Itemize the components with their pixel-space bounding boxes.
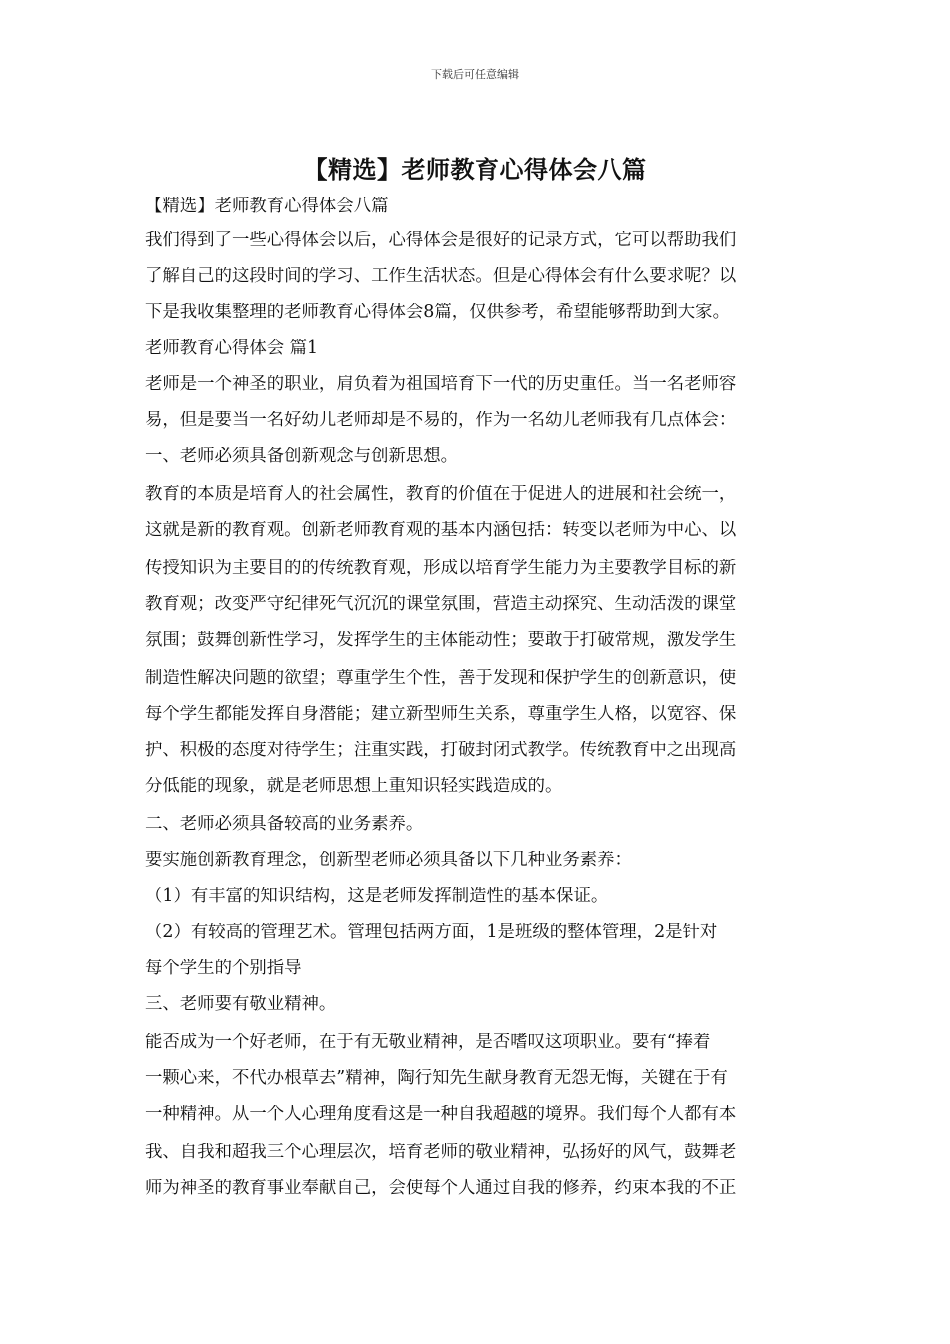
body-line: 易，但是要当一名好幼儿老师却是不易的，作为一名幼儿老师我有几点体会： xyxy=(145,411,737,429)
body-line: 分低能的现象，就是老师思想上重知识轻实践造成的。 xyxy=(145,777,563,795)
body-line: 每个学生的个别指导 xyxy=(145,959,302,977)
body-line: 要实施创新教育理念，创新型老师必须具备以下几种业务素养： xyxy=(145,851,632,869)
header-note: 下载后可任意编辑 xyxy=(431,68,519,81)
body-line: 老师是一个神圣的职业，肩负着为祖国培育下一代的历史重任。当一名老师容 xyxy=(145,375,737,393)
body-line: 师为神圣的教育事业奉献自己，会使每个人通过自我的修养，约束本我的不正 xyxy=(145,1179,737,1197)
body-line: 制造性解决问题的欲望；尊重学生个性，善于发现和保护学生的创新意识，使 xyxy=(145,669,737,687)
body-line: 我们得到了一些心得体会以后，心得体会是很好的记录方式，它可以帮助我们 xyxy=(145,231,737,249)
section-heading: 老师教育心得体会 篇1 xyxy=(145,339,319,357)
body-line: 我、自我和超我三个心理层次，培育老师的敬业精神，弘扬好的风气，鼓舞老 xyxy=(145,1143,737,1161)
document-body xyxy=(145,197,810,1197)
list-item: （1）有丰富的知识结构，这是老师发挥制造性的基本保证。 xyxy=(145,887,609,905)
body-line: 了解自己的这段时间的学习、工作生活状态。但是心得体会有什么要求呢？以 xyxy=(145,267,737,285)
body-line: 这就是新的教育观。创新老师教育观的基本内涵包括：转变以老师为中心、以 xyxy=(145,521,737,539)
body-line: 教育观；改变严守纪律死气沉沉的课堂氛围，营造主动探究、生动活泼的课堂 xyxy=(145,595,737,613)
subsection-heading: 三、老师要有敬业精神。 xyxy=(145,995,337,1013)
body-line: 氛围；鼓舞创新性学习，发挥学生的主体能动性；要敢于打破常规，激发学生 xyxy=(145,631,737,649)
body-line: 一颗心来，不代办根草去”精神，陶行知先生献身教育无怨无悔，关键在于有 xyxy=(145,1069,728,1087)
body-line: 【精选】老师教育心得体会八篇 xyxy=(145,197,389,215)
subsection-heading: 二、老师必须具备较高的业务素养。 xyxy=(145,815,424,833)
body-line: 护、积极的态度对待学生；注重实践，打破封闭式教学。传统教育中之出现高 xyxy=(145,741,737,759)
body-line: 每个学生都能发挥自身潜能；建立新型师生关系，尊重学生人格，以宽容、保 xyxy=(145,705,737,723)
body-line: 能否成为一个好老师，在于有无敬业精神，是否嗜叹这项职业。要有“捧着 xyxy=(145,1033,711,1051)
list-item: （2）有较高的管理艺术。管理包括两方面，1是班级的整体管理，2是针对 xyxy=(145,923,718,941)
body-line: 一种精神。从一个人心理角度看这是一种自我超越的境界。我们每个人都有本 xyxy=(145,1105,737,1123)
body-line: 下是我收集整理的老师教育心得体会8篇，仅供参考，希望能够帮助到大家。 xyxy=(145,303,730,321)
body-line: 教育的本质是培育人的社会属性，教育的价值在于促进人的进展和社会统一， xyxy=(145,485,737,503)
subsection-heading: 一、老师必须具备创新观念与创新思想。 xyxy=(145,447,459,465)
document-title: 【精选】老师教育心得体会八篇 xyxy=(303,155,647,184)
body-line: 传授知识为主要目的的传统教育观，形成以培育学生能力为主要教学目标的新 xyxy=(145,559,737,577)
